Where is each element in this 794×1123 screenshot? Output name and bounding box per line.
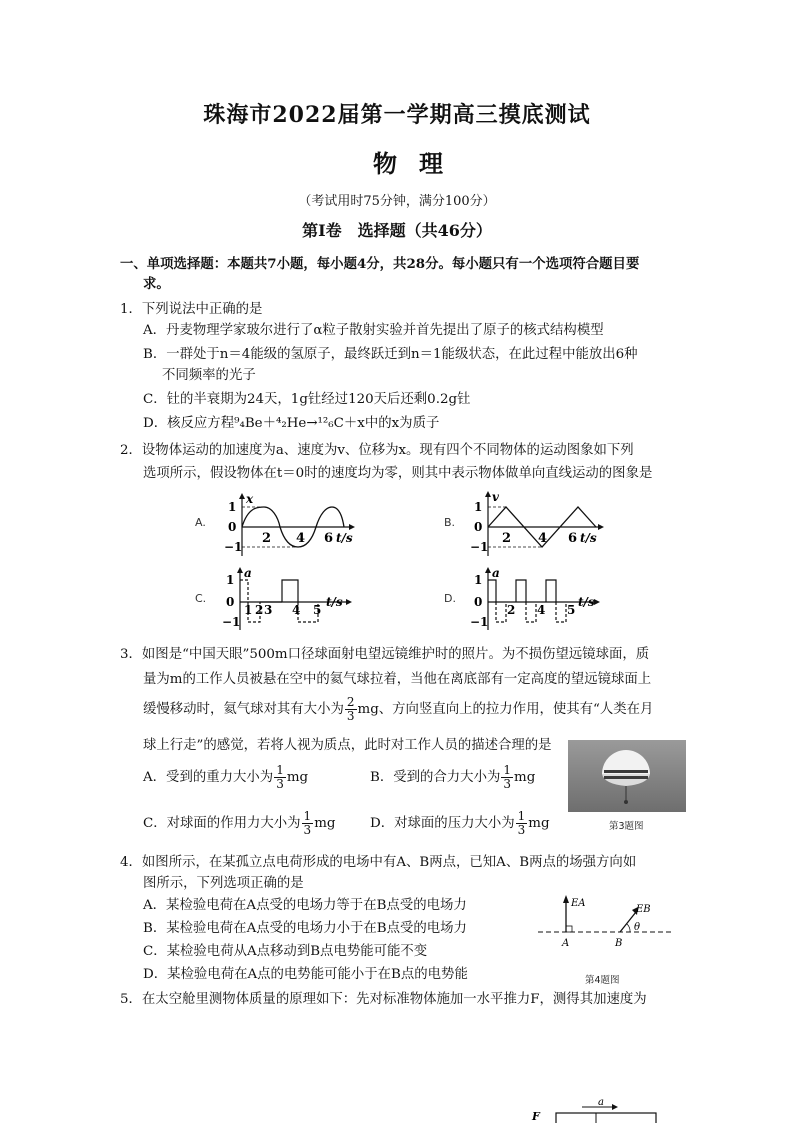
frac-numerator: 1	[276, 763, 284, 777]
q4-label-ea: EA	[571, 898, 586, 909]
graph-c-xtick-3: 3	[264, 603, 273, 617]
frac-denominator: 3	[303, 823, 312, 837]
subject-title: 物理	[373, 149, 465, 178]
q2-option-a-label: A.	[195, 516, 206, 529]
q3-option-b	[370, 764, 535, 792]
q3-stem-line1: 3．如图是“中国天眼”500m口径球面射电望远镜维护时的照片。为不损伤望远镜球面，质	[120, 647, 650, 662]
q4-figure-caption: 第4题图	[585, 975, 620, 986]
part1-heading-line2: 求。	[143, 276, 170, 292]
q1-stem: 1．下列说法中正确的是	[120, 302, 263, 317]
graph-a-ytick-neg1: −1	[224, 540, 243, 554]
q5-stem-line1: 5．在太空舱里测物体质量的原理如下：先对标准物体施加一水平推力F，测得其加速度为	[120, 992, 647, 1007]
q3-option-d-mg: mg	[528, 816, 550, 831]
graph-b-xtick-4: 4	[538, 531, 548, 546]
frac-numerator: 1	[303, 809, 312, 823]
frac-numerator: 1	[503, 763, 511, 777]
q1-option-d-equation: ⁹₄Be＋⁴₂He→¹²₆C＋x	[234, 416, 365, 431]
graph-c-ytick-0: 0	[226, 595, 235, 609]
fraction-one-third	[274, 764, 286, 791]
q3-stem-line2: 量为m的工作人员被悬在空中的氦气球拉着，当他在离底部有一定高度的望远镜球面上	[143, 672, 652, 687]
q1-option-b-line1: B．一群处于n＝4能级的氢原子，最终跃迁到n＝1能级状态，在此过程中能放出6种	[143, 347, 638, 362]
q3-option-c-mg: mg	[314, 816, 336, 831]
q5-figure-partial	[530, 1094, 660, 1123]
section-title: 第Ⅰ卷 选择题（共46分）	[302, 221, 492, 240]
graph-d-xtick-2: 2	[507, 603, 516, 617]
graph-c-ytick-neg1: −1	[222, 615, 241, 629]
fraction-one-third	[302, 810, 314, 837]
frac-denominator: 3	[346, 709, 355, 723]
q3-balloon-photo	[568, 740, 686, 812]
graph-c-ytick-1: 1	[226, 573, 235, 587]
q4-label-a: A	[562, 938, 570, 949]
q3-option-a-text: A．受到的重力大小为	[143, 770, 274, 785]
graph-a-xtick-2: 2	[262, 531, 272, 546]
q2-graph-b	[470, 490, 610, 558]
graph-b-ytick-0: 0	[474, 520, 483, 534]
q4-stem-line1: 4．如图所示，在某孤立点电荷形成的电场中有A、B两点，已知A、B两点的场强方向如	[120, 855, 637, 870]
graph-d-xlabel: t/s	[578, 595, 595, 609]
q5-label-a: a	[598, 1097, 604, 1108]
graph-a-xtick-4: 4	[296, 531, 306, 546]
graph-a-ytick-0: 0	[228, 520, 237, 534]
graph-b-ytick-1: 1	[474, 500, 483, 514]
frac-numerator: 2	[346, 695, 355, 709]
q3-option-c-text: C．对球面的作用力大小为	[143, 816, 301, 831]
q4-field-diagram	[536, 888, 676, 950]
q1-option-d-suffix: 中的x为质子	[364, 416, 440, 431]
q2-stem-line1: 2．设物体运动的加速度为a、速度为v、位移为x。现有四个不同物体的运动图象如下列	[120, 443, 634, 458]
graph-d-ytick-neg1: −1	[470, 615, 489, 629]
graph-b-ylabel: v	[492, 490, 499, 504]
q3-stem-line3	[143, 696, 653, 724]
graph-a-ytick-1: 1	[228, 500, 237, 514]
exam-title: 珠海市2022届第一学期高三摸底测试	[203, 102, 591, 128]
q4-label-theta: θ	[634, 922, 641, 933]
q2-option-b-label: B.	[444, 516, 456, 529]
graph-a-xtick-6: 6	[324, 531, 334, 546]
q1-option-a: A．丹麦物理学家玻尔进行了α粒子散射实验并首先提出了原子的核式结构模型	[143, 323, 604, 338]
graph-c-xtick-2: 2	[255, 603, 264, 617]
graph-c-xtick-1: 1	[244, 603, 253, 617]
q2-graph-a	[224, 492, 360, 558]
graph-d-ylabel: a	[492, 566, 500, 580]
q2-graph-d	[470, 566, 606, 632]
frac-denominator: 3	[503, 777, 511, 791]
q3-option-a-mg: mg	[286, 770, 309, 785]
graph-b-ytick-neg1: −1	[470, 540, 489, 554]
q3-option-d-text: D．对球面的压力大小为	[370, 816, 515, 831]
fraction-two-thirds	[345, 696, 357, 723]
q4-option-d: D．某检验电荷在A点的电势能可能小于在B点的电势能	[143, 967, 468, 982]
graph-c-xlabel: t/s	[326, 595, 343, 609]
q3-stem-line3-a: 缓慢移动时，氦气球对其有大小为	[143, 702, 344, 717]
q4-option-c: C．某检验电荷从A点移动到B点电势能可能不变	[143, 944, 428, 959]
graph-c-xtick-4: 4	[292, 603, 301, 617]
q5-label-f: F	[532, 1110, 540, 1123]
q3-option-c	[143, 810, 335, 838]
q1-option-d	[143, 414, 439, 434]
q3-option-a	[143, 764, 308, 792]
q2-graph-c	[222, 566, 358, 632]
q2-option-c-label: C.	[195, 592, 207, 605]
graph-b-xtick-6: 6	[568, 531, 578, 546]
exam-info: （考试用时75分钟，满分100分）	[298, 194, 496, 209]
graph-b-xtick-2: 2	[502, 531, 512, 546]
fraction-one-third	[516, 810, 528, 837]
q2-stem-line2: 选项所示，假设物体在t＝0时的速度均为零，则其中表示物体做单向直线运动的图象是	[143, 466, 653, 481]
q4-option-a: A．某检验电荷在A点受的电场力等于在B点受的电场力	[143, 898, 467, 913]
fraction-one-third	[501, 764, 513, 791]
graph-d-xtick-5: 5	[567, 603, 576, 617]
q1-option-d-prefix: D．核反应方程	[143, 416, 235, 431]
q3-stem-line4: 球上行走”的感觉，若将人视为质点，此时对工作人员的描述合理的是	[143, 738, 552, 753]
part1-heading-line1: 一、单项选择题：本题共7小题，每小题4分，共28分。每小题只有一个选项符合题目要	[120, 256, 640, 272]
frac-denominator: 3	[276, 777, 284, 791]
q4-label-eb: EB	[636, 904, 651, 915]
graph-c-xtick-5: 5	[313, 603, 322, 617]
graph-d-ytick-1: 1	[474, 573, 483, 587]
graph-b-xlabel: t/s	[580, 531, 597, 545]
graph-c-ylabel: a	[244, 566, 252, 580]
q4-option-b: B．某检验电荷在A点受的电场力小于在B点受的电场力	[143, 921, 467, 936]
frac-denominator: 3	[517, 823, 526, 837]
q3-option-b-text: B．受到的合力大小为	[370, 770, 501, 785]
q1-option-c: C．钍的半衰期为24天，1g钍经过120天后还剩0.2g钍	[143, 392, 471, 407]
graph-a-xlabel: t/s	[336, 531, 353, 545]
q3-figure-caption: 第3题图	[609, 821, 644, 832]
graph-a-ylabel: x	[246, 492, 254, 506]
q3-option-d	[370, 810, 550, 838]
graph-d-xtick-4: 4	[537, 603, 546, 617]
q4-stem-line2: 图所示，下列选项正确的是	[143, 876, 304, 891]
q2-option-d-label: D.	[444, 592, 456, 605]
frac-numerator: 1	[517, 809, 526, 823]
q4-label-b: B	[615, 938, 623, 949]
q3-option-b-mg: mg	[514, 770, 536, 785]
q3-stem-line3-b: mg、方向竖直向上的拉力作用，使其有“人类在月	[357, 702, 654, 717]
graph-d-ytick-0: 0	[474, 595, 483, 609]
q1-option-b-line2: 不同频率的光子	[162, 368, 256, 383]
